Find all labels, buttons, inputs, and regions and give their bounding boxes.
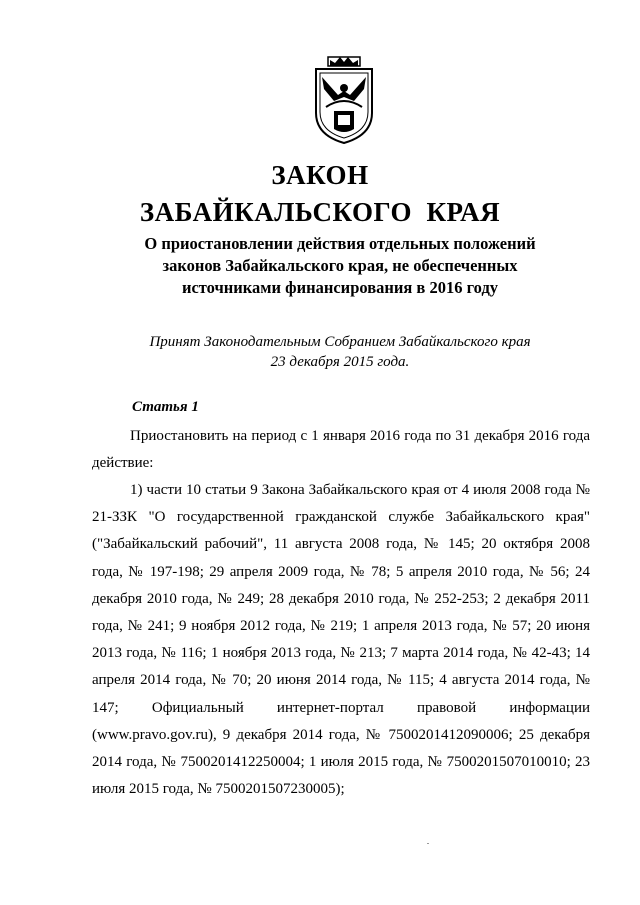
subtitle-line-1: О приостановлении действия отдельных положений [144, 234, 536, 253]
adoption-line-1: Принят Законодательным Собранием Забайкальского края [149, 334, 531, 350]
coat-of-arms-icon [308, 55, 380, 145]
subtitle-line-3: источниками финансирования в 2016 году [181, 278, 499, 297]
adoption-note [100, 332, 580, 372]
article-intro-paragraph: Приостановить на период с 1 января 2016 года по 31 декабря 2016 года действие: [92, 428, 590, 472]
region-title: ЗАБАЙКАЛЬСКОГО КРАЯ [139, 197, 501, 227]
article-heading: Статья 1 [132, 399, 199, 415]
subtitle-line-2: законов Забайкальского края, не обеспеченных [162, 256, 518, 275]
law-title: ЗАКОН [271, 160, 369, 190]
scan-speck [427, 843, 429, 844]
adoption-line-2: 23 декабря 2015 года. [270, 354, 410, 370]
law-subtitle [100, 233, 580, 299]
article-item-1-paragraph: 1) части 10 статьи 9 Закона Забайкальского края от 4 июля 2008 года № 21-ЗЗК "О государственной гражданской службе Забайкальского края" ("Забайкальский рабочий", 11 августа 2008 года, № 145; 20 октября 2008 года, № 197-198; 29 апреля 2009 года, № 78; 5 апреля 2010 года, № 56; 24 декабря 2010 года, № 249; 28 декабря 2010 года, № 252-253; 2 декабря 2011 года, № 241; 9 ноября 2012 года, № 219; 1 апреля 2013 года, № 57; 20 июня 2013 года, № 116; 1 ноября 2013 года, № 213; 7 марта 2014 года, № 42-43; 14 апреля 2014 года, № 70; 20 июня 2014 года, № 115; 4 августа 2014 года, № 147; Официальный интернет-портал правовой информации (www.pravo.gov.ru), 9 декабря 2014 года, № 7500201412090006; 25 декабря 2014 года, № 7500201412250004; 1 июля 2015 года, № 7500201507010010; 23 июля 2015 года, № 7500201507230005); [92, 482, 590, 798]
